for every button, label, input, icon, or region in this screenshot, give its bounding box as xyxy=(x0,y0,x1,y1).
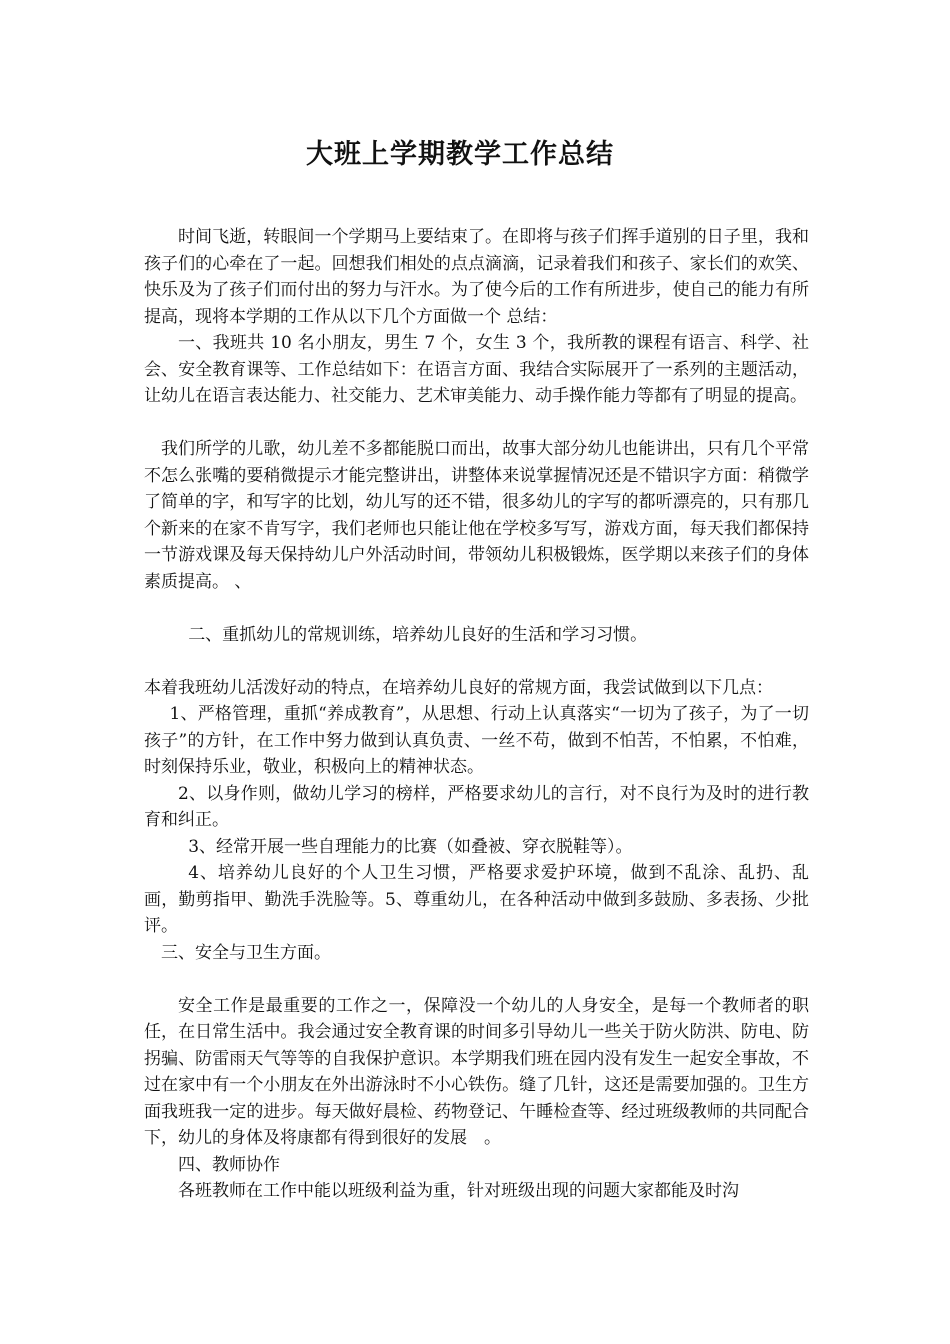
paragraph-teacher-cooperation: 各班教师在工作中能以班级利益为重，针对班级出现的问题大家都能及时沟 xyxy=(178,1181,739,1201)
blank-line xyxy=(144,410,809,437)
blank-line xyxy=(144,595,809,622)
blank-line xyxy=(144,966,809,993)
paragraph-routine-intro: 本着我班幼儿活泼好动的特点，在培养幼儿良好的常规方面，我尝试做到以下几点： xyxy=(144,677,773,698)
paragraph-section-1: 一、我班共 10 名小朋友，男生 7 个，女生 3 个，我所教的课程有语言、科学、社会、安全教育课等、工作总结如下：在语言方面、我结合实际展开了一系列的主题活动，让幼儿在语言表达能力、社交能力、艺术审美能力、动手操作能力等都有了明显的提高。 xyxy=(144,333,809,406)
list-item-4-5: 4、培养幼儿良好的个人卫生习惯，严格要求爱护环境，做到不乱涂、乱扔、乱画，勤剪指甲、勤洗手洗脸等。5、尊重幼儿，在各种活动中做到多鼓励、多表扬、少批评。 xyxy=(144,863,809,936)
document-title: 大班上学期教学工作总结 xyxy=(306,139,614,170)
blank-line xyxy=(144,648,809,675)
list-item-3: 3、经常开展一些自理能力的比赛（如叠被、穿衣脱鞋等）。 xyxy=(188,836,633,857)
paragraph-intro: 时间飞逝，转眼间一个学期马上要结束了。在即将与孩子们挥手道别的日子里，我和孩子们的心牵在了一起。回想我们相处的点点滴滴，记录着我们和孩子、家长们的欢笑、快乐及为了孩子们而付出的努力与汗水。为了使今后的工作有所进步，使自己的能力有所提高，现将本学期的工作从以下几个方面做一个 总结： xyxy=(144,227,809,327)
list-item-1: 1、严格管理，重抓“养成教育”，从思想、行动上认真落实“一切为了孩子，为了一切孩子”的方针，在工作中努力做到认真负责、一丝不苟，做到不怕苦，不怕累，不怕难，时刻保持乐业，敬业，积极向上的精神状态。 xyxy=(144,704,809,777)
paragraph-songs-stories: 我们所学的儿歌，幼儿差不多都能脱口而出，故事大部分幼儿也能讲出，只有几个平常不怎么张嘴的要稍微提示才能完整讲出，讲整体来说掌握情况还是不错识字方面：稍微学了简单的字，和写字的比划，幼儿写的还不错，很多幼儿的字写的都听漂亮的，只有那几个新来的在家不肯写字，我们老师也只能让他在学校多写写，游戏方面，每天我们都保持一节游戏课及每天保持幼儿户外活动时间，带领幼儿积极锻炼，医学期以来孩子们的身体素质提高。 、 xyxy=(144,439,809,592)
paragraph-safety: 安全工作是最重要的工作之一，保障没一个幼儿的人身安全，是每一个教师者的职任，在日常生活中。我会通过安全教育课的时间多引导幼儿一些关于防火防洪、防电、防拐骗、防雷雨天气等等的自我保护意识。本学期我们班在园内没有发生一起安全事故，不过在家中有一个小朋友在外出游泳时不小心铁伤。缝了几针，这还是需要加强的。卫生方面我班我一定的进步。每天做好晨检、药物登记、午睡检查等、经过班级教师的共同配合下，幼儿的身体及将康都有得到很好的发展 。 xyxy=(144,995,809,1148)
section-heading-3: 三、安全与卫生方面。 xyxy=(161,942,331,963)
list-item-2: 2、以身作则，做幼儿学习的榜样，严格要求幼儿的言行，对不良行为及时的进行教育和纠正。 xyxy=(144,783,809,830)
section-heading-2: 二、重抓幼儿的常规训练，培养幼儿良好的生活和学习习惯。 xyxy=(188,624,648,645)
section-heading-4: 四、教师协作 xyxy=(178,1154,280,1175)
document-body xyxy=(144,224,809,1205)
